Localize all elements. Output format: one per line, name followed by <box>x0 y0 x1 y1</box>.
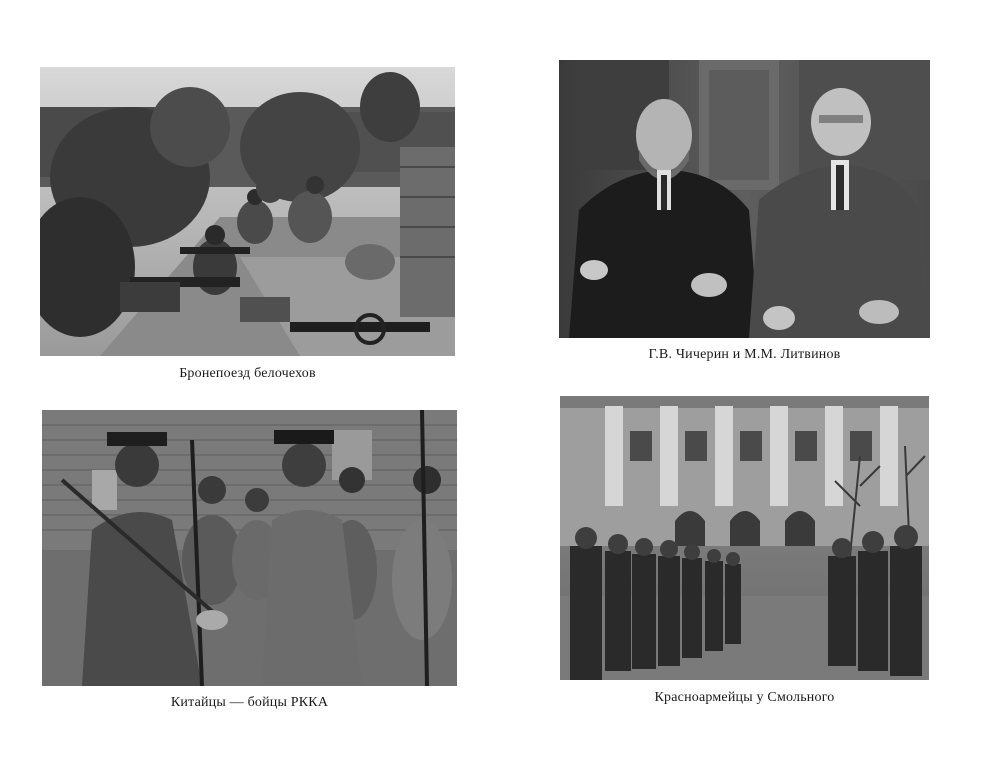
photo-chinese-soldiers <box>42 410 457 686</box>
caption-chicherin-litvinov: Г.В. Чичерин и М.М. Литвинов <box>648 347 841 362</box>
caption-chinese-soldiers: Китайцы — бойцы РККА <box>170 695 329 710</box>
caption-armored-train: Бронепоезд белочехов <box>179 366 316 381</box>
photo-chicherin-litvinov <box>559 60 930 338</box>
photo-smolny-soldiers <box>560 396 929 680</box>
photo-armored-train <box>40 67 455 356</box>
caption-smolny-soldiers: Красноармейцы у Смольного <box>654 690 835 705</box>
